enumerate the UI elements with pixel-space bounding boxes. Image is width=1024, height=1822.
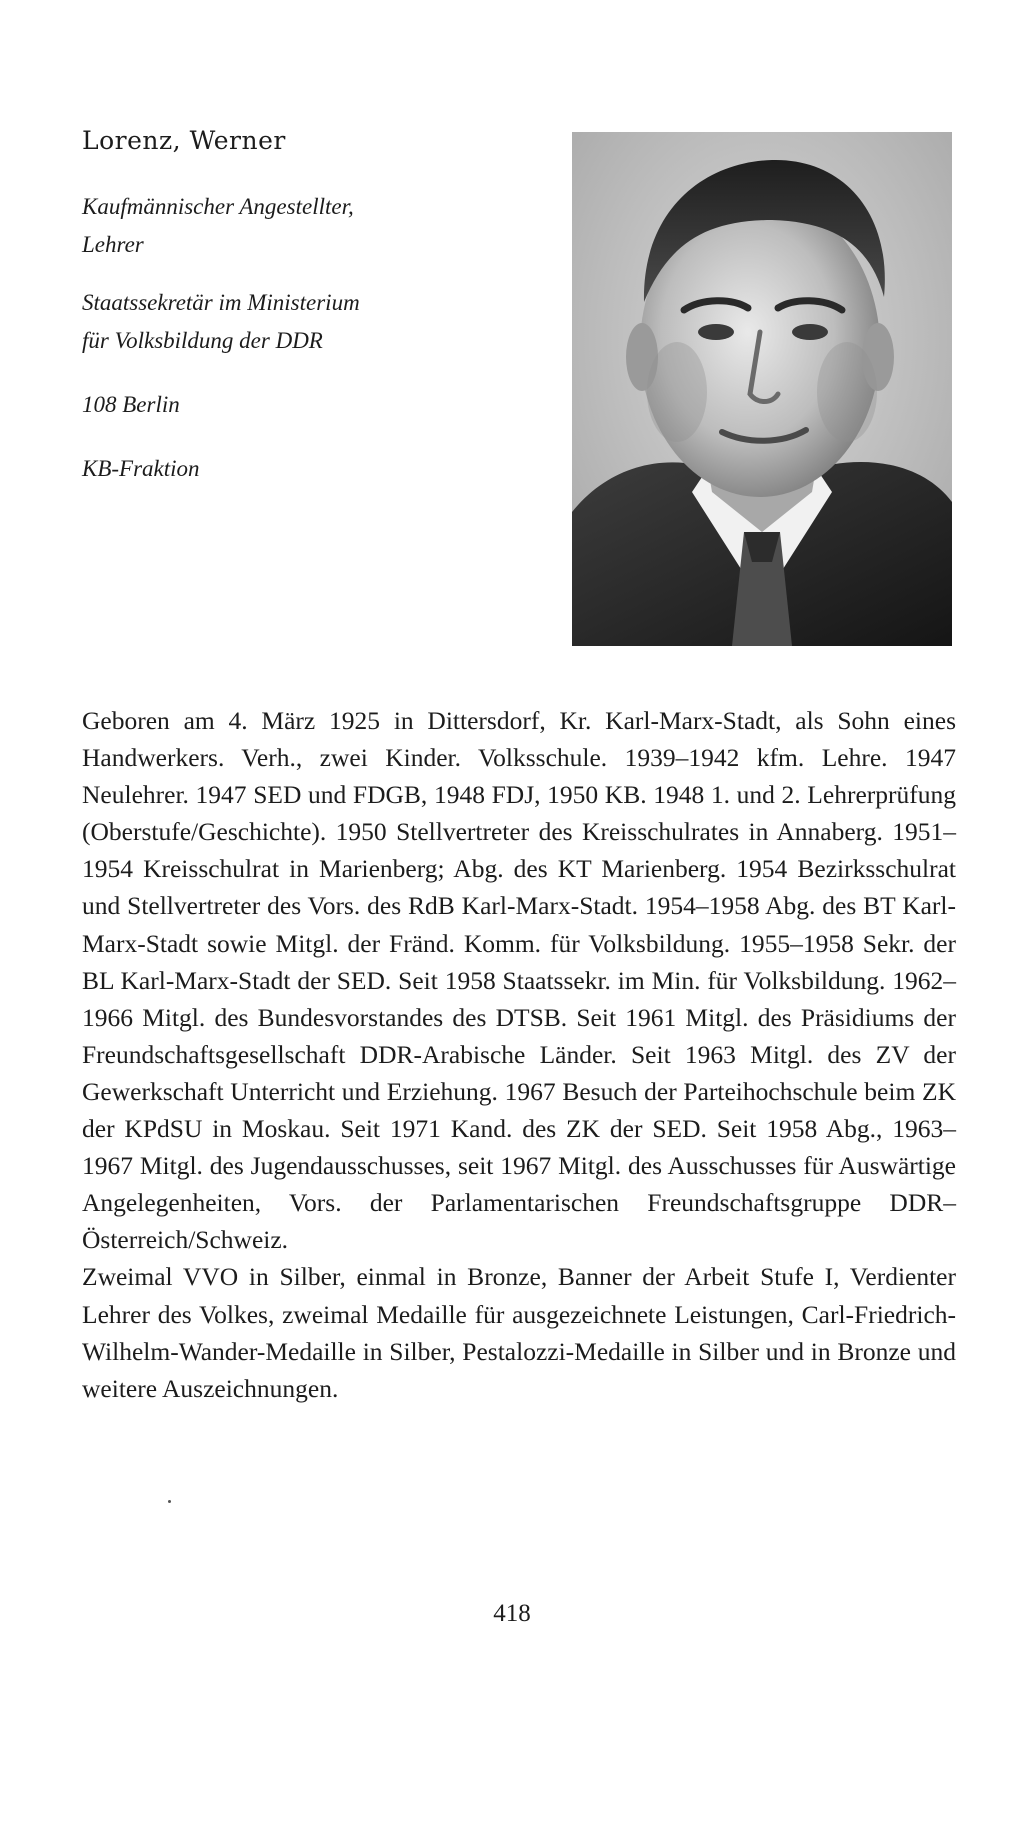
city: 108 Berlin [82,392,180,417]
biography-awards: Zweimal VVO in Silber, einmal in Bronze, Banner der Arbeit Stufe I, Verdienter Lehrer des Volkes, zweimal Medaille für ausgezeichnete Leistungen, Carl-Friedrich-Wilhelm-Wander-Medaille in Silber, Pestalozzi-Medaille in Silber und in Bronze und weitere Auszeichnungen. [82,1262,956,1403]
office [82,284,360,360]
person-name: Lorenz, Werner [82,126,286,155]
biography [82,702,956,1407]
page-number: 418 [493,1600,531,1627]
portrait-photo [572,132,952,646]
print-speck [168,1500,171,1503]
profession-line-1: Kaufmännischer Angestellter, [82,194,354,219]
portrait-illustration [572,132,952,646]
profession-line-2: Lehrer [82,232,144,257]
biography-career: Geboren am 4. März 1925 in Dittersdorf, Kr. Karl-Marx-Stadt, als Sohn eines Handwerkers. Verh., zwei Kinder. Volksschule. 1939–1942 kfm. Lehre. 1947 Neulehrer. 1947 SED und FDGB, 1948 FDJ, 1950 KB. 1948 1. und 2. Lehrerprüfung (Oberstufe/Geschichte). 1950 Stellvertreter des Kreisschulrates in Annaberg. 1951–1954 Kreisschulrat in Marienberg; Abg. des KT Marienberg. 1954 Bezirksschulrat und Stellvertreter des Vors. des RdB Karl-Marx-Stadt. 1954–1958 Abg. des BT Karl-Marx-Stadt sowie Mitgl. der Fränd. Komm. für Volksbildung. 1955–1958 Sekr. der BL Karl-Marx-Stadt der SED. Seit 1958 Staatssekr. im Min. für Volksbildung. 1962–1966 Mitgl. des Bundesvorstandes des DTSB. Seit 1961 Mitgl. des Präsidiums der Freundschaftsgesellschaft DDR-Arabische Länder. Seit 1963 Mitgl. des ZV der Gewerkschaft Unterricht und Erziehung. 1967 Besuch der Parteihochschule beim ZK der KPdSU in Moskau. Seit 1971 Kand. des ZK der SED. Seit 1958 Abg., 1963–1967 Mitgl. des Jugendausschusses, seit 1967 Mitgl. des Ausschusses für Auswärtige Angelegenheiten, Vors. der Parlamentarischen Freundschaftsgruppe DDR–Österreich/Schweiz. [82,706,956,1255]
profession [82,188,354,264]
office-line-2: für Volksbildung der DDR [82,328,323,353]
office-line-1: Staatssekretär im Ministerium [82,290,360,315]
faction: KB-Fraktion [82,456,200,481]
